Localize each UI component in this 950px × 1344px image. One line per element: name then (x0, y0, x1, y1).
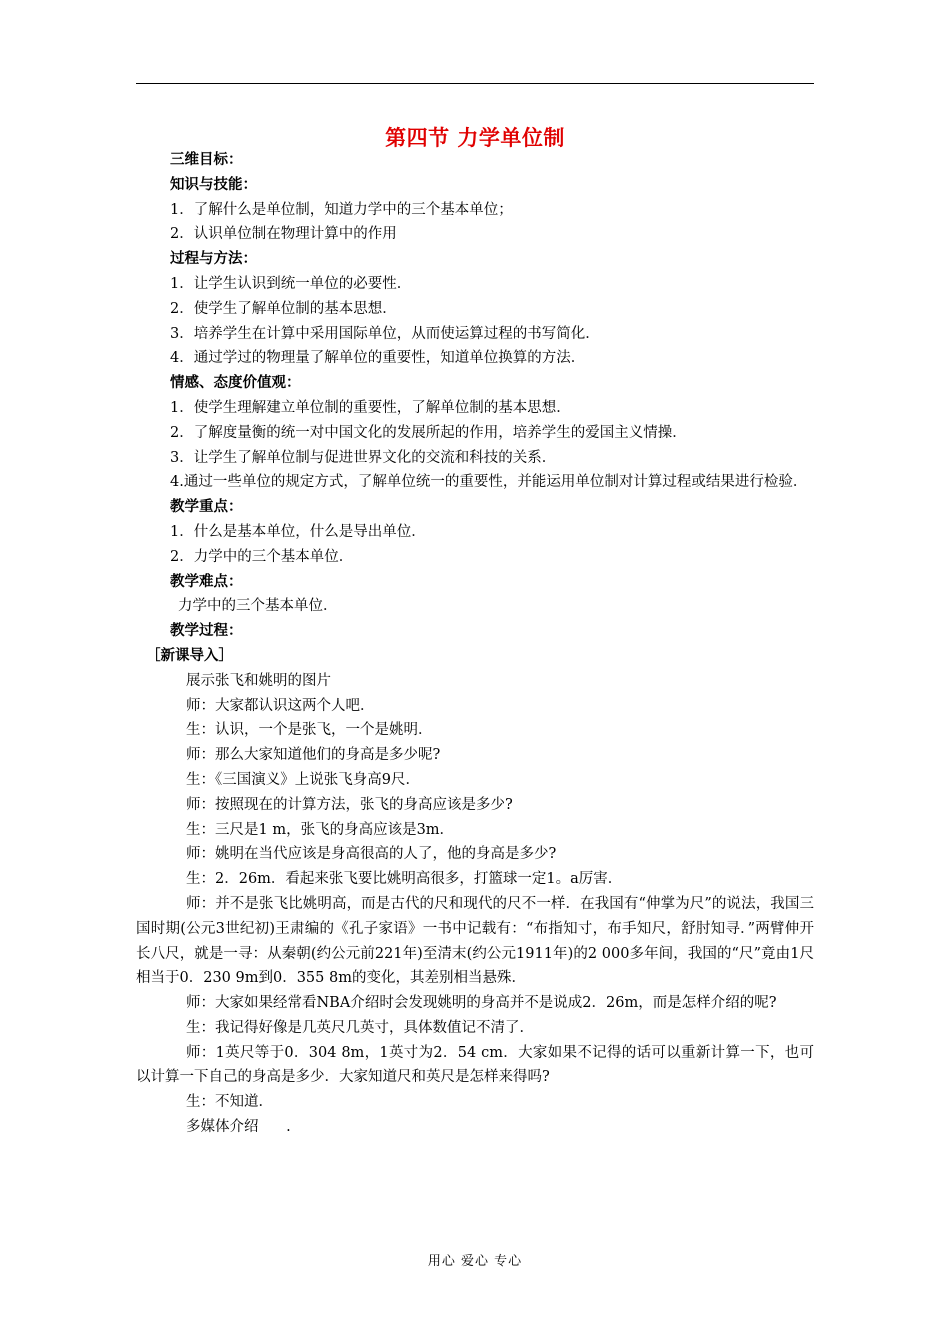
list-item: 1．使学生理解建立单位制的重要性，了解单位制的基本思想． (170, 399, 571, 416)
dialogue-line: 生：《三国演义》上说张飞身高9尺． (186, 771, 420, 788)
page-footer: 用心 爱心 专心 (427, 1254, 523, 1269)
dialogue-line: 生：不知道． (186, 1094, 273, 1111)
dialogue-line: 展示张飞和姚明的图片 (186, 672, 331, 689)
list-item: 1．让学生认识到统一单位的必要性． (170, 275, 412, 292)
list-item: 2．了解度量衡的统一对中国文化的发展所起的作用，培养学生的爱国主义情操． (170, 424, 687, 441)
list-item: 4.通过一些单位的规定方式，了解单位统一的重要性，并能运用单位制对计算过程或结果进行检验． (170, 474, 808, 491)
process-heading: 过程与方法： (170, 250, 257, 268)
dialogue-paragraph: 师：1英尺等于0．304 8m，1英寸为2．54 cm．大家如果不记得的话可以重新计算一下，也可以计算一下自己的身高是多少．大家知道尺和英尺是怎样来得吗? (136, 1044, 814, 1086)
list-item: 2．力学中的三个基本单位． (170, 548, 354, 565)
dialogue-line: 师：大家都认识这两个人吧． (186, 697, 375, 714)
goals-heading: 三维目标： (170, 151, 243, 168)
knowledge-heading: 知识与技能： (170, 175, 257, 193)
dialogue-line: 师：按照现在的计算方法，张飞的身高应该是多少? (186, 796, 513, 813)
dialogue-line: 生：2．26m．看起来张飞要比姚明高很多，打篮球一定1。a厉害． (186, 871, 623, 888)
document-body (136, 148, 814, 1140)
dialogue-line: 生：我记得好像是几英尺几英寸，具体数值记不清了． (186, 1019, 534, 1036)
dialogue-paragraph: 师：大家如果经常看NBA介绍时会发现姚明的身高并不是说成2．26m，而是怎样介绍的呢? (186, 995, 777, 1012)
attitude-heading: 情感、态度价值观： (170, 374, 301, 392)
list-item: 4．通过学过的物理量了解单位的重要性，知道单位换算的方法． (170, 350, 586, 367)
dialogue-line: 师：姚明在当代应该是身高很高的人了，他的身高是多少? (186, 846, 557, 863)
list-item: 2．使学生了解单位制的基本思想． (170, 300, 397, 317)
list-item: 1．了解什么是单位制，知道力学中的三个基本单位； (170, 201, 513, 218)
dialogue-line: 生：认识，一个是张飞，一个是姚明． (186, 722, 433, 739)
header-rule (136, 83, 814, 84)
dialogue-paragraph: 师：并不是张飞比姚明高，而是古代的尺和现代的尺不一样．在我国有“伸掌为尺”的说法，我国三国时期(公元3世纪初)王肃编的《孔子家语》一书中记载有：“布指知寸，布手知尺，舒肘知寻．”两臂伸开长八尺，就是一寻：从秦朝(约公元前221年)至清末(约公元1911年)的2 000多年间，我国的“尺”竟由1尺相当于0．230 9m到0．355 8m的变化，其差别相当悬殊． (136, 895, 814, 987)
page-title: 第四节 力学单位制 (385, 125, 565, 150)
key-heading: 教学重点： (170, 498, 243, 516)
dialogue-line: 师：那么大家知道他们的身高是多少呢? (186, 747, 441, 764)
teaching-process-heading: 教学过程： (170, 622, 243, 640)
dialogue-line: 多媒体介绍 . (186, 1119, 291, 1136)
list-item: 3．培养学生在计算中采用国际单位，从而使运算过程的书写简化． (170, 325, 600, 342)
list-item: 1．什么是基本单位，什么是导出单位． (170, 523, 426, 540)
intro-bracket-heading: ［新课导入］ (146, 646, 233, 664)
list-item: 2．认识单位制在物理计算中的作用 (170, 226, 397, 243)
difficulty-text: 力学中的三个基本单位． (178, 598, 338, 615)
list-item: 3．让学生了解单位制与促进世界文化的交流和科技的关系． (170, 449, 557, 466)
difficulty-heading: 教学难点： (170, 572, 243, 590)
dialogue-line: 生：三尺是1 m，张飞的身高应该是3m． (186, 821, 455, 838)
